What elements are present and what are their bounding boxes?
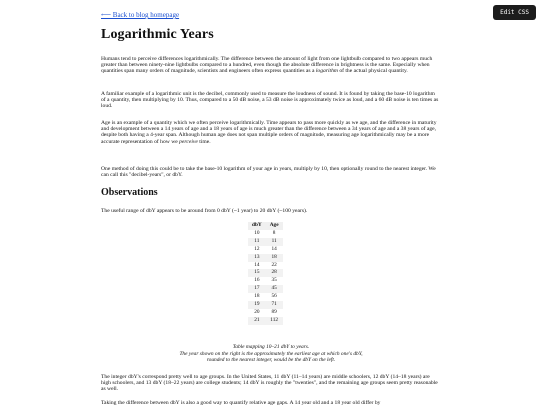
age-cell: 28 [266, 269, 283, 277]
method-paragraph: One method of doing this could be to take the base-10 logarithm of your age in years, multiply by 10, then optionally round to the nearest integer. We can call this "decibel-years", or dbY. [101, 166, 436, 179]
table-body [248, 230, 283, 325]
dby-cell: 17 [248, 285, 266, 293]
age-cell: 11 [266, 238, 283, 246]
age-gap-paragraph: Taking the difference between dbY is also a good way to quantify relative age gaps. A 14 year old and a 18 year old differ by [101, 400, 381, 406]
table-row [248, 238, 283, 246]
dby-cell: 13 [248, 254, 266, 262]
page-title: Logarithmic Years [101, 27, 214, 42]
table-row [248, 301, 283, 309]
decibel-paragraph: A familiar example of a logarithmic unit is the decibel, commonly used to measure the loudness of sound. It is found by taking the base-10 logarithm of a quantity, then multiplying by 10. Thus, compared to a 50 dB noise, a 53 dB noise is approximately twice as loud, and a 60 dB noise is ten times as loud. [101, 91, 439, 110]
age-cell: 8 [272, 229, 276, 236]
column-header-age: Age [266, 222, 283, 230]
dby-cell: 16 [254, 277, 260, 284]
age-cell: 71 [266, 301, 283, 309]
range-paragraph: The useful range of dbY appears to be around from 0 dbY (~1 year) to 20 dbY (~100 years). [101, 208, 308, 214]
table-row [248, 317, 283, 325]
caption-line: The year shown on the right is the approximately the earliest age at which one's dbY, [179, 350, 363, 357]
column-header-dby: dbY [248, 222, 266, 230]
observations-heading: Observations [101, 187, 158, 198]
intro-paragraph: Humans tend to perceive differences logarithmically. The difference between the amount of light from one lightbulb compared to two appears much greater than between ninety-nine lightbulbs compared to a hundred, even though the absolute difference in brightness is the same. Especially when quantities span many orders of magnitude, scientists and engineers often express quantities as a logarithm of the actual physical quantity. [101, 56, 433, 75]
table-row [248, 293, 283, 301]
dby-cell: 14 [254, 261, 260, 268]
dby-cell: 10 [254, 229, 260, 236]
dby-cell: 12 [254, 245, 260, 252]
age-cell: 89 [271, 308, 277, 315]
table-row [248, 246, 283, 254]
table-row [248, 285, 283, 293]
age-groups-paragraph: The integer dbY's correspond pretty well to age groups. In the United States, 11 dbY (11–14 years) are middle schoolers, 12 dbY (14–18 years) are high schoolers, and 13 dbY (18–22 years) are college students; 14 dbY is roughly the "twenties", and the remaining age groups seem pretty reasonable as well. [101, 374, 438, 393]
table-row [248, 309, 283, 317]
age-cell: 56 [271, 293, 277, 300]
table-row [248, 262, 283, 270]
dby-cell: 15 [248, 269, 266, 277]
age-cell: 22 [271, 261, 277, 268]
dby-cell: 19 [248, 301, 266, 309]
edit-css-button[interactable]: Edit CSS [493, 5, 536, 20]
caption-line: rounded to the nearest integer, would be the dbY on the left. [206, 357, 336, 364]
age-cell: 14 [271, 245, 277, 252]
back-to-blog-link[interactable]: ⟵ Back to blog homepage [101, 11, 180, 19]
age-paragraph: Age is an example of a quantity which we often perceive logarithmically. Time appears to pass more quickly as we age, and the difference in maturity and development between a 14 years of age and a 18 years of age is much greater than the difference between a 34 years of age and a 38 years of age, despite both having a 4-year span. Although human age does not span multiple orders of magnitude, measuring age logarithmically may be a more accurate representation of how we perceive time. [101, 120, 437, 145]
age-cell: 112 [266, 317, 283, 325]
dby-cell: 20 [254, 308, 260, 315]
dby-cell: 21 [248, 317, 266, 325]
table-row [248, 269, 283, 277]
dby-cell: 11 [248, 238, 266, 246]
table-row [248, 230, 283, 238]
table-caption [101, 344, 441, 364]
age-cell: 45 [266, 285, 283, 293]
caption-line: Table mapping 10–21 dbY to years. [232, 344, 310, 350]
dby-cell: 18 [254, 293, 260, 300]
dby-age-table [248, 222, 283, 325]
table-header-row [248, 222, 283, 230]
table-row [248, 254, 283, 262]
table-row [248, 277, 283, 285]
age-cell: 18 [266, 254, 283, 262]
age-cell: 35 [271, 277, 277, 284]
